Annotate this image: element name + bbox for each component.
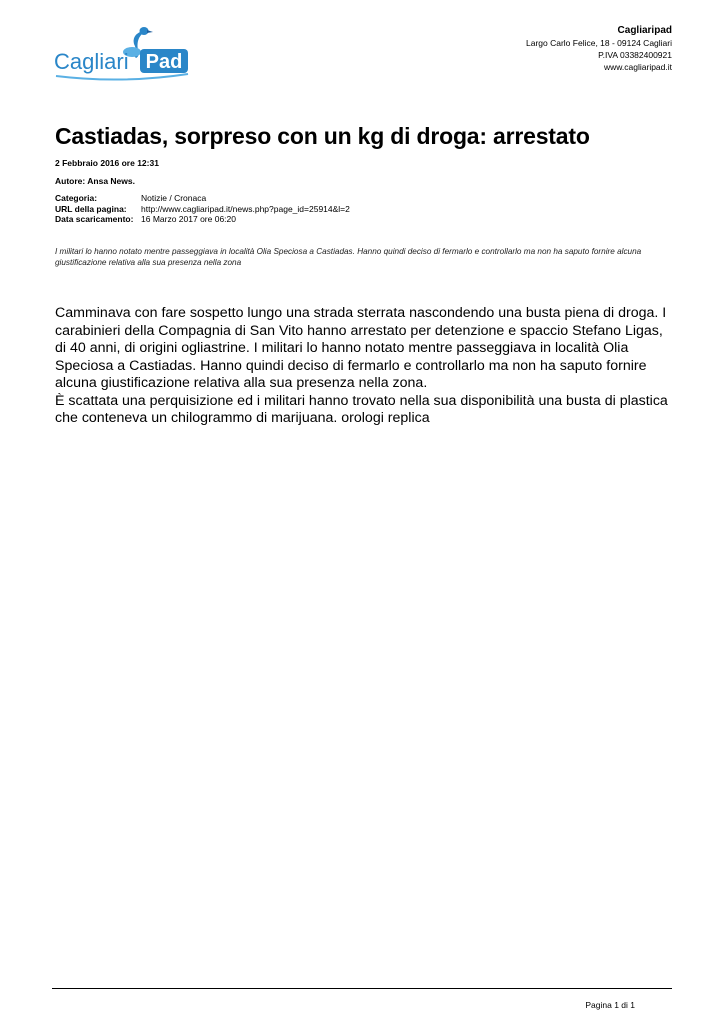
meta-row: [55, 193, 350, 204]
body-paragraph: Camminava con fare sospetto lungo una strada sterrata nascondendo una busta piena di droga. I carabinieri della Compagnia di San Vito hanno arrestato per detenzione e spaccio Stefano Ligas, di 40 anni, di origini ogliastrine. I militari lo hanno notato mentre passeggiava in località Olia Speciosa a Castiadas. Hanno quindi deciso di fermarlo e controllarlo ma non ha saputo fornire alcuna giustificazione relativa alla sua presenza nella zona.: [55, 305, 667, 391]
page-number: Pagina 1 di 1: [585, 1000, 635, 1010]
meta-row: [55, 214, 350, 225]
meta-label: Data scaricamento:: [55, 214, 134, 224]
company-address: Largo Carlo Felice, 18 - 09124 Cagliari: [526, 38, 672, 48]
meta-url-link[interactable]: http://www.cagliaripad.it/news.php?page_id=25914&l=2: [141, 203, 350, 214]
flamingo-icon: [52, 22, 192, 84]
meta-row: [55, 204, 350, 215]
article-date: 2 Febbraio 2016 ore 12:31: [55, 158, 159, 168]
company-info: [526, 24, 672, 73]
footer-divider: [52, 988, 672, 989]
article-author: Autore: Ansa News.: [55, 176, 135, 186]
article-meta-table: [55, 193, 350, 225]
article-body: [55, 305, 675, 428]
meta-value: Notizie / Cronaca: [141, 193, 207, 203]
company-name: Cagliaripad: [617, 25, 672, 36]
meta-label: Categoria:: [55, 193, 98, 203]
meta-value: 16 Marzo 2017 ore 06:20: [141, 214, 236, 224]
article-summary: I militari lo hanno notato mentre passeggiava in località Olia Speciosa a Castiadas. Hanno quindi deciso di fermarlo e controllarlo ma non ha saputo fornire alcuna giustificazione relativa alla sua presenza nella zona: [55, 247, 642, 267]
company-vat: P.IVA 03382400921: [598, 50, 672, 60]
company-website[interactable]: www.cagliaripad.it: [603, 62, 672, 72]
logo-cagliari-text: Cagliari: [54, 49, 129, 74]
cagliaripad-logo: [52, 22, 192, 84]
article-title: Castiadas, sorpreso con un kg di droga: arrestato: [55, 123, 590, 149]
meta-label: URL della pagina:: [55, 203, 127, 214]
logo-pad-text: Pad: [145, 51, 183, 73]
body-paragraph: È scattata una perquisizione ed i militari hanno trovato nella sua disponibilità una busta di plastica che conteneva un chilogrammo di marijuana. orologi replica: [55, 392, 668, 426]
